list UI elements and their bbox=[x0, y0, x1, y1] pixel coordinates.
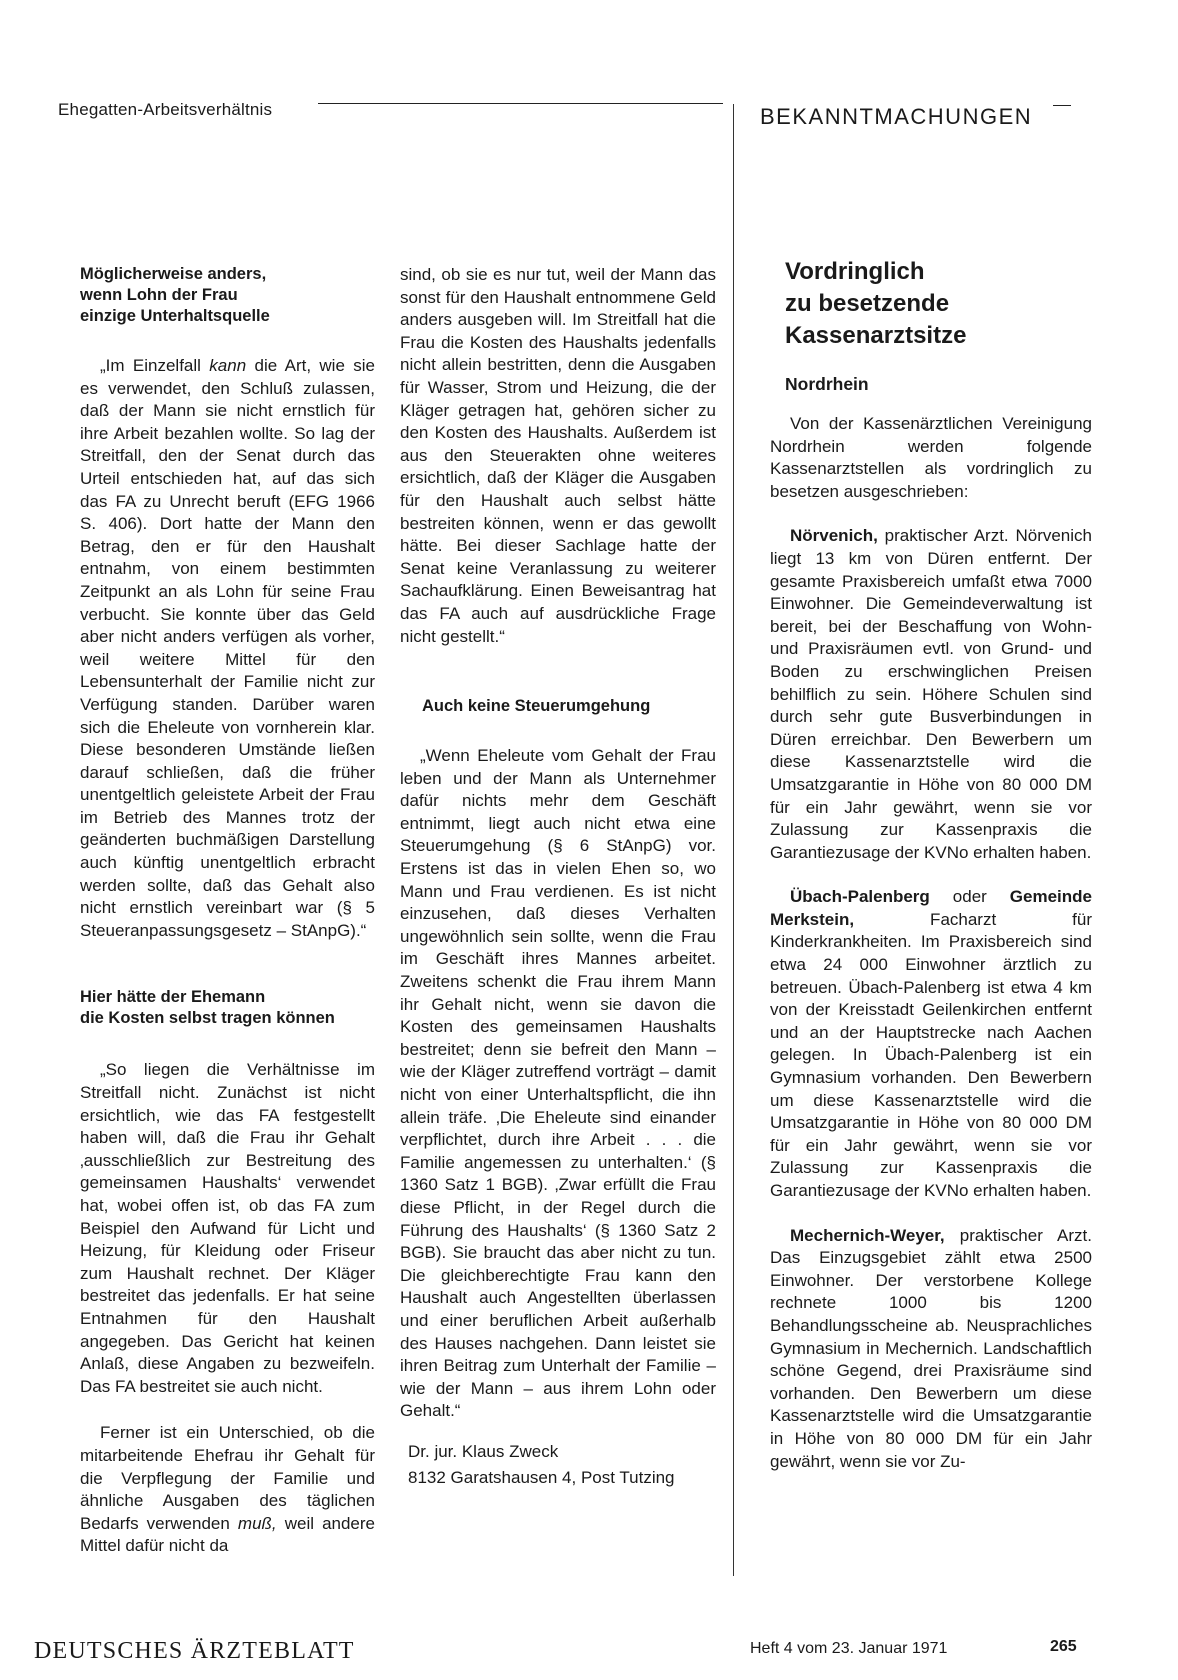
column-3 bbox=[770, 258, 1092, 1473]
section-header-left: Ehegatten-Arbeitsverhältnis bbox=[58, 100, 273, 119]
emphasis: muß, bbox=[237, 1513, 277, 1533]
column-2 bbox=[400, 264, 716, 1491]
text-run: die Art, wie sie es verwendet, den Schluß zulassen, daß der Mann sie nicht ernstlich für ihre Arbeit bezahlen wollte. So lag der Streitfall, den der Senat durch das Urteil entschieden hat, auf das sich das FA zu Unrecht beruft (EFG 1966 S. 406). Dort hatte der Mann den Betrag, den er für den Haushalt entnahm, von einem bestimmten Zeitpunkt an als Lohn für seine Frau verbucht. Sie konnte über das Geld aber nicht anders verfügen als vorher, weil weitere Mittel für den Lebensunterhalt der Familie nicht zur Verfügung standen. Darüber waren sich die Eheleute von vornherein klar. Diese besonderen Umstände ließen darauf schließen, daß die früher unentgeltlich geleistete Arbeit der Frau im Betrieb des Mannes trotz der geänderten buchmäßigen Darstellung auch künftig unentgeltlich erbracht werden sollte, daß das Gehalt also nicht ernstlich vereinbart war (§ 5 Steueranpassungsgesetz – StAnpG).“ bbox=[80, 356, 375, 940]
text-run: Facharzt für Kinderkrankheiten. Im Praxisbereich sind etwa 24 000 Einwohner ärztlich zu betreuen. Übach-Palenberg ist etwa 4 km von der Kreisstadt Geilenkirchen entfernt und an der Hauptstrecke nach Aachen gelegen. In Übach-Palenberg ist ein Gymnasium vorhanden. Den Bewerbern um diese Kassenarztstelle wird die Umsatzgarantie in Höhe von 80 000 DM für ein Jahr gewährt, wenn sie vor Zulassung zur Kassenpraxis die Garantiezusage der KVNo erhalten haben. bbox=[770, 909, 1092, 1200]
text-run: Ferner ist ein Unterschied, ob die mitarbeitende Ehefrau ihr Gehalt für die Verpflegung der Familie und ähnliche Ausgaben des täglichen Bedarfs verwenden bbox=[80, 1423, 375, 1533]
paragraph: „Wenn Eheleute vom Gehalt der Frau leben und der Mann als Unternehmer dafür nichts mehr dem Geschäft entnimmt, liegt auch nicht etwa eine Steuerumgehung (§ 6 StAnpG) vor. Erstens ist das in vielen Ehen so, wo Mann und Frau verdienen. Es ist nicht einzusehen, daß dieses Verhalten ungewöhnlich sein sollte, wenn die Frau im Geschäft ihres Mannes arbeitet. Zweitens schenkt die Frau ihrem Mann ihr Gehalt nicht, wenn sie davon die Kosten des gemeinsamen Haushalts bestreitet; denn sie befreit den Mann – wie der Kläger zutreffend vorträgt – damit nicht von einer Unterhaltspflicht, die ihn allein träfe. ‚Die Eheleute sind einander verpflichtet, durch ihre Arbeit . . . die Familie angemessen zu unterhalten.‘ (§ 1360 Satz 1 BGB). ‚Zwar erfüllt die Frau diese Pflicht, in der Regel durch die Führung des Haushalts‘ (§ 1360 Satz 2 BGB). Sie braucht das aber nicht zu tun. Die gleichberechtigte Frau kann den Haushalt auch Angestellten überlassen und einer beruflichen Arbeit außerhalb des Hauses nachgehen. Dann leistet sie ihren Beitrag zum Unterhalt der Familie – wie der Mann – aus ihrem Lohn oder Gehalt.“ bbox=[400, 746, 716, 1421]
paragraph: Von der Kassenärztlichen Vereinigung Nordrhein werden folgende Kassenarztstellen als vordringlich zu besetzen ausgeschrieben: bbox=[770, 414, 1092, 501]
text-run: weil andere Mittel dafür nicht da bbox=[80, 1513, 376, 1556]
text-run: praktischer Arzt. Das Einzugsgebiet zählt etwa 2500 Einwohner. Der verstorbene Kollege rechnete 1000 bis 1200 Behandlungsscheine ab. Neusprachliches Gymnasium in Mechernich. Landschaftlich schöne Gegend, drei Praxisräume sind vorhanden. Den Bewerbern um diese Kassenarztstelle wird die Umsatzgarantie in Höhe von 80 000 DM für ein Jahr gewährt, wenn sie vor Zu- bbox=[770, 1225, 1092, 1471]
subheading-3: Auch keine Steuerumgehung bbox=[422, 697, 651, 716]
text-run: praktischer Arzt. Nörvenich liegt 13 km von Düren entfernt. Der gesamte Praxisbereich umfaßt etwa 7000 Einwohner. Die Gemeindeverwaltung ist bereit, bei der Beschaffung von Wohn- und Praxisräumen evtl. von Grund- und Boden zu erschwinglichen Preisen behilflich zu sein. Höhere Schulen sind durch sehr gute Busverbindungen in Düren erreichbar. Den Bewerbern um diese Kassenarztstelle wird die Umsatzgarantie in Höhe von 80 000 DM für ein Jahr gewährt, wenn sie vor Zulassung zur Kassenpraxis die Garantiezusage der KVNo erhalten haben. bbox=[770, 526, 1092, 862]
subheading-1 bbox=[80, 264, 375, 327]
subheading-2 bbox=[80, 987, 375, 1029]
paragraph: „So liegen die Verhältnisse im Streitfall nicht. Zunächst ist nicht ersichtlich, wie das FA festgestellt haben will, daß die Frau ihr Gehalt ‚ausschließlich zur Bestreitung des gemeinsamen Haushalts‘ verwendet hat, wobei offen ist, ob das FA zum Beispiel den Aufwand für Licht und Heizung, für Kleidung oder Friseur zum Haushalt rechnet. Der Kläger bestreitet das jedenfalls. Er hat seine Entnahmen für den Haushalt angegeben. Das Gericht hat keinen Anlaß, diese Angaben zu bezweifeln. Das FA bestreitet sie auch nicht. bbox=[80, 1060, 375, 1396]
place-name: Nörvenich, bbox=[790, 526, 878, 546]
column-divider bbox=[733, 104, 734, 1576]
page-number: 265 bbox=[1050, 1638, 1077, 1655]
signature bbox=[400, 1439, 716, 1491]
subheading-line: Möglicherweise anders, bbox=[80, 265, 267, 283]
emphasis: kann bbox=[209, 356, 247, 375]
author-name: Dr. jur. Klaus Zweck bbox=[408, 1441, 559, 1461]
column-1 bbox=[80, 264, 375, 1558]
listing-noervenich bbox=[770, 525, 1092, 864]
subheading-line: einzige Unterhaltsquelle bbox=[80, 307, 270, 325]
header-rule-right bbox=[1053, 105, 1071, 106]
listing-uebach-palenberg bbox=[770, 886, 1092, 1202]
issue-info: Heft 4 vom 23. Januar 1971 bbox=[750, 1640, 948, 1657]
paragraph: sind, ob sie es nur tut, weil der Mann das sonst für den Haushalt entnommene Geld anders ausgeben will. Im Streitfall hat die Frau die Kosten des Haushalts jedenfalls nicht allein bestritten, denn die Ausgaben für Wasser, Strom und Heizung, die der Kläger getragen hat, gehören sicher zu den Kosten des Haushalts. Außerdem ist aus den Steuerakten ohne weiteres ersichtlich, daß der Kläger die Ausgaben für den Haushalt auch selbst hätte bestreiten können, wenn er das gewollt hätte. Bei dieser Sachlage hatte der Senat keine Veranlassung zu weiterer Sachaufklärung. Einen Beweisantrag hat das FA auch auf ausdrückliche Frage nicht gestellt.“ bbox=[400, 265, 716, 646]
text-run: „Im Einzelfall bbox=[100, 356, 210, 375]
place-name: Übach-Palenberg bbox=[790, 887, 930, 907]
text-run: oder bbox=[929, 887, 1010, 907]
subheading-line: die Kosten selbst tragen können bbox=[80, 1009, 335, 1028]
title-line: Kassenarztsitze bbox=[785, 322, 967, 349]
journal-name: DEUTSCHES ÄRZTEBLATT bbox=[34, 1638, 355, 1664]
author-address: 8132 Garatshausen 4, Post Tutzing bbox=[408, 1467, 675, 1487]
title-line: zu besetzende bbox=[785, 290, 950, 317]
paragraph bbox=[80, 355, 375, 942]
section-header-right: BEKANNTMACHUNGEN bbox=[760, 104, 1033, 129]
place-name: Mechernich-Weyer, bbox=[790, 1225, 945, 1245]
announcement-title bbox=[770, 256, 1092, 352]
listing-mechernich-weyer bbox=[770, 1225, 1092, 1474]
title-line: Vordringlich bbox=[785, 258, 925, 285]
subheading-line: Hier hätte der Ehemann bbox=[80, 988, 266, 1007]
place-name: Gemeinde Merkstein, bbox=[770, 887, 1092, 929]
paragraph bbox=[80, 1422, 375, 1558]
region-heading: Nordrhein bbox=[785, 374, 869, 394]
header-rule-left bbox=[318, 103, 723, 104]
subheading-line: wenn Lohn der Frau bbox=[80, 286, 238, 304]
